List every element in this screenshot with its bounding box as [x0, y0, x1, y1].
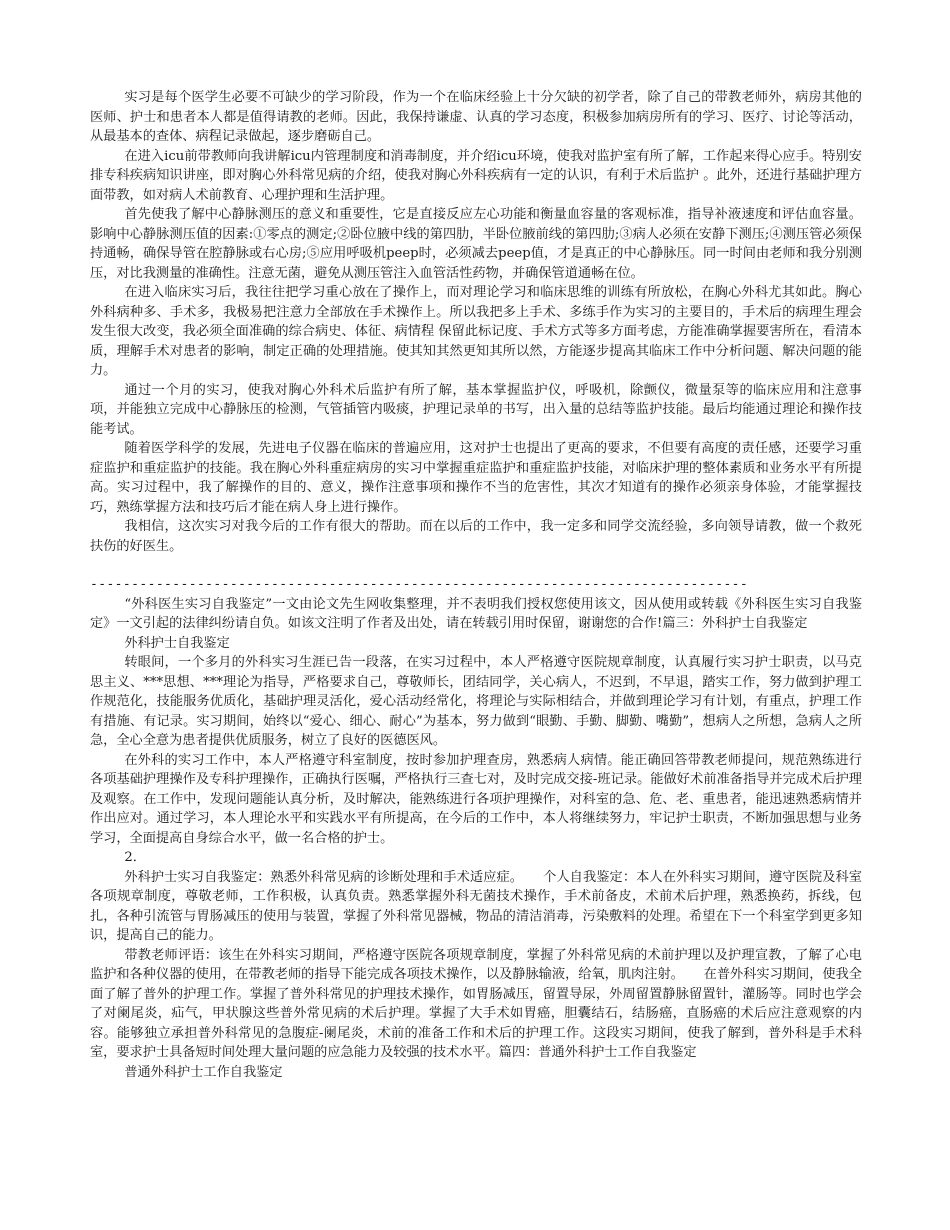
section-internship-summary	[90, 88, 862, 556]
list-number: 2．	[124, 850, 146, 865]
section-heading: 普通外科护士工作自我鉴定	[124, 1064, 283, 1080]
paragraph: 我相信，这次实习对我今后的工作有很大的帮助。而在以后的工作中，我一定多和同学交流经验，多向领导请教，做一个救死扶伤的好医生。	[90, 519, 862, 554]
paragraph: 在外科的实习工作中，本人严格遵守科室制度，按时参加护理查房，熟悉病人病情。能正确回答带教老师提问，规范熟练进行各项基础护理操作及专科护理操作，正确执行医嘱，严格执行三查七对，及时完成交接-班记录。能做好术前准备指导并完成术后护理及观察。在工作中，发现问题能认真分析，及时解决，能熟练进行各项护理操作，对科室的急、危、老、重患者，能迅速熟悉病情并作出应对。通过学习，本人理论水平和实践水平有所提高，在今后的工作中，本人将继续努力，牢记护士职责，不断加强思想与业务学习，全面提高自身综合水平，做一名合格的护士。	[90, 752, 862, 846]
paragraph: 在进入临床实习后，我往往把学习重心放在了操作上，而对理论学习和临床思维的训练有所放松，在胸心外科尤其如此。胸心外科病种多、手术多，我极易把注意力全部放在手术操作上。所以我把多上手术、多练手作为实习的主要目的，手术后的病理生理会发生很大改变，我必须全面准确的综合病史、体征、病情程 保留此标记度、手术方式等多方面考虑，方能准确掌握要害所在，看清本质，理解手术对患者的影响，制定正确的处理措施。使其知其然更知其所以然，方能逐步提高其临床工作中分析问题、解决问题的能力。	[90, 285, 862, 378]
document-page	[90, 88, 862, 1082]
paragraph: 首先使我了解中心静脉测压的意义和重要性，它是直接反应左心功能和衡量血容量的客观标准，指导补液速度和评估血容量。影响中心静脉测压值的因素:①零点的测定;②卧位腋中线的第四肋，半卧位腋前线的第四肋;③病人必须在安静下测压;④测压管必须保持通畅，确保导管在腔静脉或右心房;⑤应用呼吸机peep时，必须减去peep值，才是真正的中心静脉压。同一时间由老师和我分别测压，对比我测量的准确性。注意无菌，避免从测压管注入血管活性药物，并确保管道通畅在位。	[90, 207, 862, 281]
paragraph: 带教老师评语：该生在外科实习期间，严格遵守医院各项规章制度，掌握了外科常见病的术前护理以及护理宣教，了解了心电监护和各种仪器的使用，在带教老师的指导下能完成各项技术操作，以及静脉输液，给氧，肌肉注射。 在普外科实习期间，使我全面了解了普外的护理工作。掌握了普外科常见的护理技术操作，如胃肠减压，留置导尿，外周留置静脉留置针，灌肠等。同时也学会了对阑尾炎，疝气，甲状腺这些普外常见病的术后护理。掌握了大手术如胃癌，胆囊结石，结肠癌，直肠癌的术后应注意观察的内容。能够独立承担普外科常见的急腹症-阑尾炎，术前的准备工作和术后的护理工作。这段实习期间，使我了解到，普外科是手术科室，要求护士具备短时间处理大量问题的应急能力及较强的技术水平。篇四：普通外科护士工作自我鉴定	[90, 947, 862, 1060]
paragraph: 转眼间，一个多月的外科实习生涯已告一段落，在实习过程中，本人严格遵守医院规章制度，认真履行实习护士职责，以马克思主义、***思想、***理论为指导，严格要求自己，尊敬师长，团结同学，关心病人，不迟到，不早退，踏实工作，努力做到护理工作规范化，技能服务优质化，基础护理灵活化，爱心活动经常化，将理论与实际相结合，并做到理论学习有计划，有重点，护理工作有措施、有记录。实习期间，始终以“爱心、细心、耐心”为基本，努力做到“眼勤、手勤、脚勤、嘴勤”，想病人之所想，急病人之所急，全心全意为患者提供优质服务，树立了良好的医德医风。	[90, 655, 862, 748]
section-nurse-self-assessment	[90, 595, 862, 1083]
paragraph: 实习是每个医学生必要不可缺少的学习阶段，作为一个在临床经验上十分欠缺的初学者，除了自己的带教老师外，病房其他的医师、护士和患者本人都是值得请教的老师。因此，我保持谦虚、认真的学习态度，积极参加病房所有的学习、医疗、讨论等活动，从最基本的查体、病程记录做起，逐步磨砺自己。	[90, 90, 862, 144]
paragraph: 在进入icu前带教师向我讲解icu内管理制度和消毒制度，并介绍icu环境，使我对监护室有所了解，工作起来得心应手。特别安排专科疾病知识讲座，即对胸心外科常见病的介绍，使我对胸心外科疾病有一定的认识，有利于术后监护 。此外，还进行基础护理方面带教，如对病人术前教育、心理护理和生活护理。	[90, 148, 862, 203]
paragraph: 通过一个月的实习，使我对胸心外科术后监护有所了解，基本掌握监护仪，呼吸机，除颤仪，微量泵等的临床应用和注意事项，并能独立完成中心静脉压的检测，气管插管内吸痰，护理记录单的书写，出入量的总结等监护技能。最后均能通过理论和操作技能考试。	[90, 382, 862, 437]
section-heading: 外科护士自我鉴定	[124, 635, 230, 651]
paragraph: 外科护士实习自我鉴定：熟悉外科常见病的诊断处理和手术适应症。 个人自我鉴定：本人在外科实习期间，遵守医院及科室各项规章制度，尊敬老师，工作积极，认真负责。熟悉掌握外科无菌技术操作，手术前备皮，术前术后护理，熟悉换药，拆线，包扎，各种引流管与胃肠减压的使用与装置，掌握了外科常见器械，物品的清洁消毒，污染敷料的处理。希望在下一个科室学到更多知识，提高自己的能力。	[90, 869, 862, 943]
copyright-notice: “外科医生实习自我鉴定”一文由论文先生网收集整理，并不表明我们授权您使用该文，因从使用或转载《外科医生实习自我鉴定》一文引起的法律纠纷请自负。如该文注明了作者及出处，请在转载引用时保留，谢谢您的合作!篇三：外科护士自我鉴定	[90, 596, 862, 631]
dashed-separator: --------------------------------------------------------------------------------	[90, 577, 749, 592]
paragraph: 随着医学科学的发展，先进电子仪器在临床的普遍应用，这对护士也提出了更高的要求，不但要有高度的责任感，还要学习重症监护和重症监护的技能。我在胸心外科重症病房的实习中掌握重症监护和重症监护技能，对临床护理的整体素质和业务水平有所提高。实习过程中，我了解操作的目的、意义，操作注意事项和操作不当的危害性，其次才知道有的操作必须亲身体验，才能掌握技巧，熟练掌握方法和技巧后才能在病人身上进行操作。	[90, 441, 862, 515]
